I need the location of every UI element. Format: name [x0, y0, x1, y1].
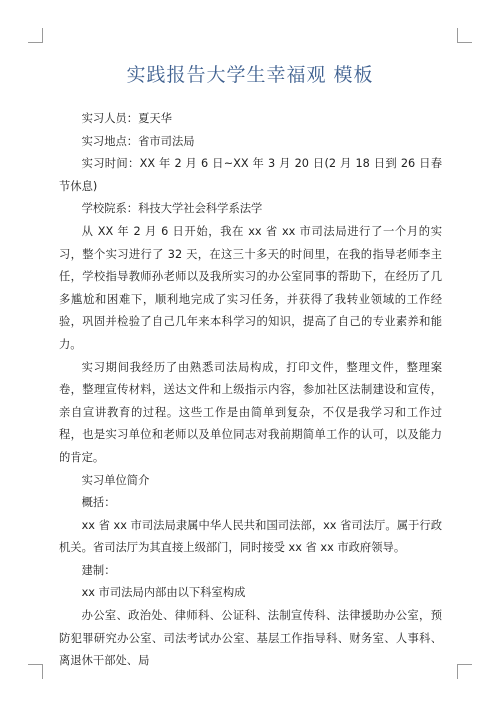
page-corner-mark-bottom-right — [457, 664, 472, 679]
page-corner-mark-bottom-left — [28, 664, 43, 679]
overview-label: 概括： — [81, 496, 116, 510]
document-body — [59, 108, 442, 673]
section-heading-unit: 实习单位简介 — [81, 473, 150, 487]
structure-list-paragraph: 办公室、政治处、律师科、公证科、法制宣传科、法律援助办公室，预防犯罪研究办公室、司法考试办公室、基层工作指导科、财务室、人事科、离退休干部处、局 — [59, 609, 442, 668]
department-field: 学校院系：科技大学社会科学系法学 — [81, 202, 263, 216]
body-paragraph-1: 从 XX 年 2 月 6 日开始，我在 xx 省 xx 市司法局进行了一个月的实习，整个实习进行了 32 天，在这三十多天的时间里，在我的指导老师李主任，学校指导教师孙老师以及我所实习的办公室同事的帮助下，在经历了几多尴尬和困难下，顺利地完成了实习任务，并获得了我转业领域的工作经验，巩固并检验了自己几年来本科学习的知识，提高了自己的专业素养和能力。 — [59, 224, 442, 351]
time-field: 实习时间：XX 年 2 月 6 日~XX 年 3 月 20 日(2 月 18 日到 26 日春节休息) — [59, 157, 442, 193]
page-corner-mark-top-left — [28, 28, 43, 43]
intern-field: 实习人员：夏天华 — [81, 112, 172, 125]
document-title: 实践报告大学生幸福观 模板 — [126, 64, 374, 86]
structure-intro: xx 市司法局内部由以下科室构成 — [81, 586, 246, 600]
location-field: 实习地点：省市司法局 — [81, 134, 195, 148]
overview-paragraph: xx 省 xx 市司法局隶属中华人民共和国司法部，xx 省司法厅。属于行政机关。省司法厅为其直接上级部门，同时接受 xx 省 xx 市政府领导。 — [59, 518, 442, 555]
body-paragraph-2: 实习期间我经历了由熟悉司法局构成，打印文件，整理文件，整理案卷，整理宣传材料，送达文件和上级指示内容，参加社区法制建设和宣传，亲自宣讲教育的过程。这些工作是由简单到复杂，不仅是我学习和工作过程，也是实习单位和老师以及单位同志对我前期简单工作的认可，以及能力的肯定。 — [59, 360, 442, 464]
page-corner-mark-top-right — [457, 28, 472, 43]
structure-label: 建制： — [81, 563, 116, 577]
